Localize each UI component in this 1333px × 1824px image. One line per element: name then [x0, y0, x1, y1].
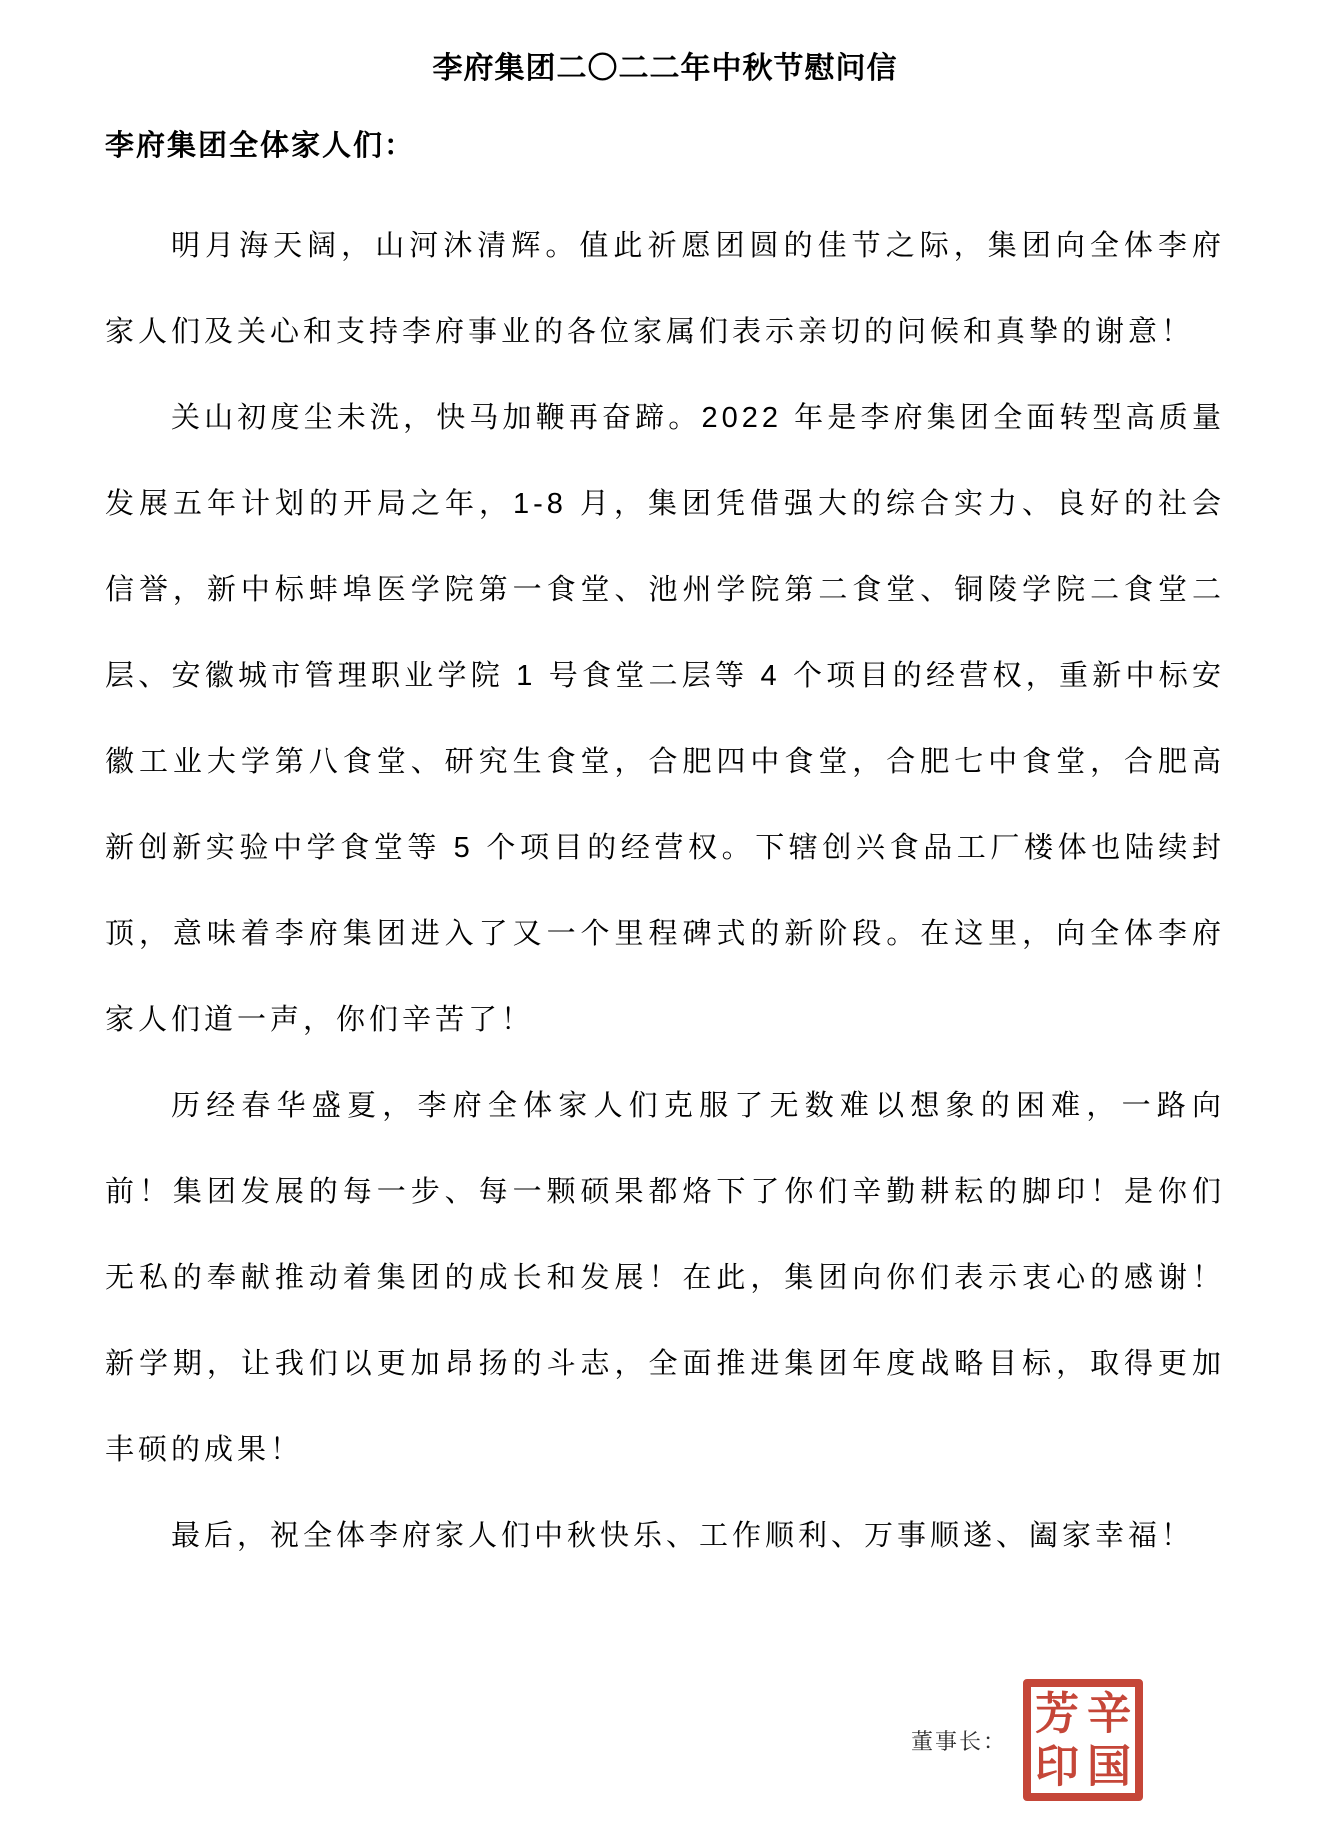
seal-char-bottom-right: 国 — [1086, 1741, 1132, 1791]
chairman-seal-stamp-icon — [1023, 1679, 1143, 1801]
signature-row — [105, 1679, 1225, 1801]
letter-salutation: 李府集团全体家人们： — [105, 130, 416, 162]
seal-char-top-right: 辛 — [1086, 1688, 1132, 1738]
letter-title: 李府集团二〇二二年中秋节慰问信 — [432, 52, 898, 85]
letter-paragraph-3: 历经春华盛夏，李府全体家人们克服了无数难以想象的困难，一路向前！集团发展的每一步、每一颗硕果都烙下了你们辛勤耕耘的脚印！是你们无私的奉献推动着集团的成长和发展！在此，集团向你们表示衷心的感谢！新学期，让我们以更加昂扬的斗志，全面推进集团年度战略目标，取得更加丰硕的成果！ — [105, 1090, 1225, 1466]
chairman-label: 董事长： — [910, 1728, 1007, 1754]
seal-char-bottom-left: 印 — [1034, 1741, 1080, 1791]
letter-paragraph-1: 明月海天阔，山河沐清辉。值此祈愿团圆的佳节之际，集团向全体李府家人们及关心和支持李府事业的各位家属们表示亲切的问候和真挚的谢意！ — [105, 230, 1225, 348]
letter-paragraph-4: 最后，祝全体李府家人们中秋快乐、工作顺利、万事顺遂、阖家幸福！ — [171, 1520, 1195, 1552]
letter-paragraph-2: 关山初度尘未洗，快马加鞭再奋蹄。2022 年是李府集团全面转型高质量发展五年计划的开局之年，1-8 月，集团凭借强大的综合实力、良好的社会信誉，新中标蚌埠医学院第一食堂、池州学院第二食堂、铜陵学院二食堂二层、安徽城市管理职业学院 1 号食堂二层等 4 个项目的经营权，重新中标安徽工业大学第八食堂、研究生食堂，合肥四中食堂，合肥七中食堂，合肥高新创新实验中学食堂等 5 个项目的经营权。下辖创兴食品工厂楼体也陆续封顶，意味着李府集团进入了又一个里程碑式的新阶段。在这里，向全体李府家人们道一声，你们辛苦了！ — [105, 402, 1225, 1036]
seal-char-top-left: 芳 — [1034, 1688, 1080, 1738]
